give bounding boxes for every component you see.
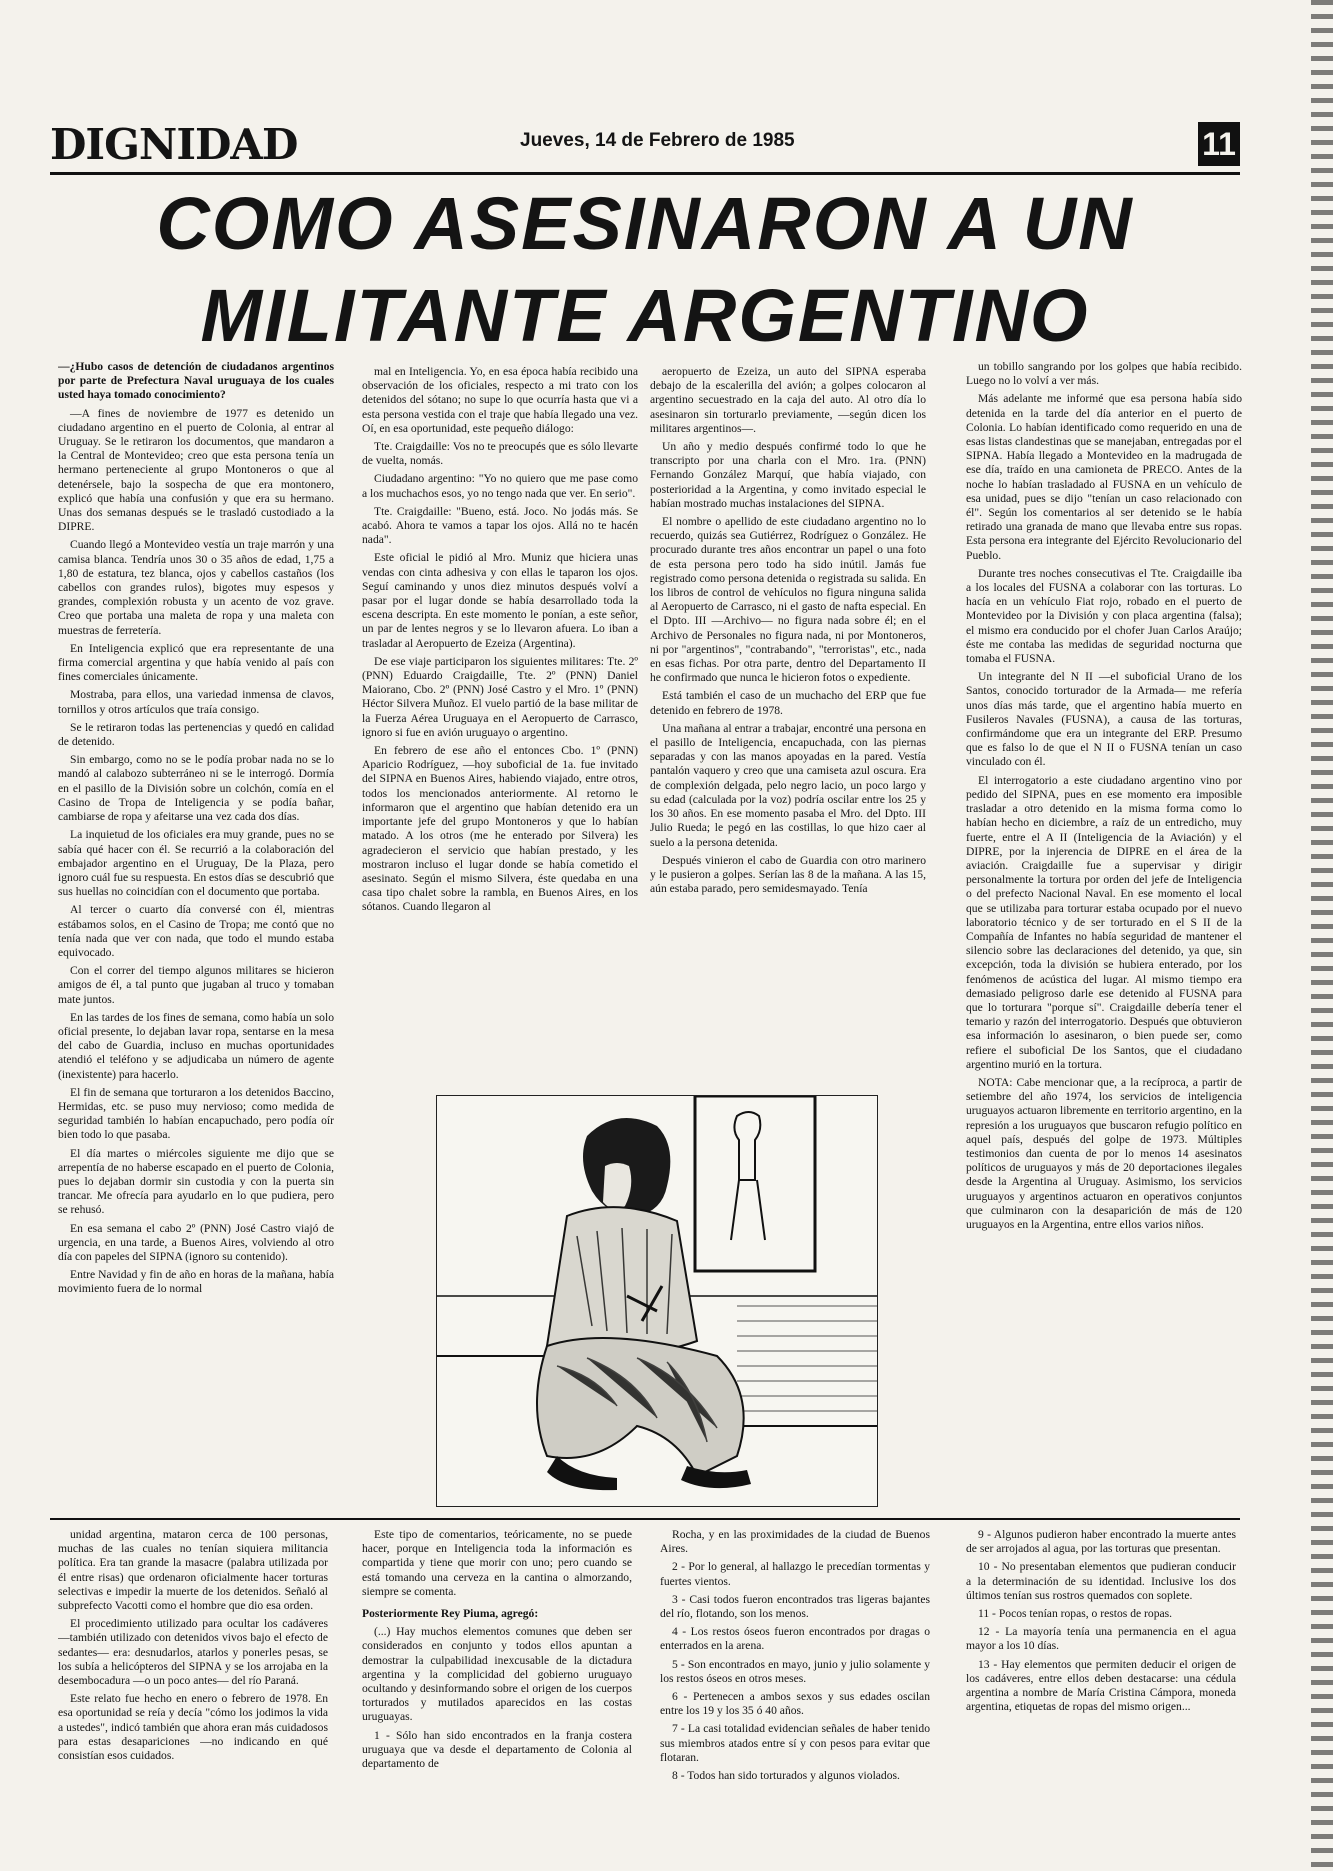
headline-line-1: COMO ASESINARON A UN (156, 182, 1134, 265)
article-column-3 (650, 365, 926, 1085)
paragraph: En Inteligencia explicó que era representante de una firma comercial argentina y que había venido al país con fines comerciales únicamente. (58, 641, 334, 684)
paragraph: Sin embargo, como no se le podía probar nada no se lo mandó al calabozo subterráneo ni se le interrogó. Dormía en el pasillo de la División sobre un colchón, comía en el Casino de Tropa de Inteligencia y se podía bañar, cambiarse de ropa y afeitarse una vez cada dos días. (58, 753, 334, 824)
paragraph: Cuando llegó a Montevideo vestía un traje marrón y una camisa blanca. Tendría unos 30 o 35 años de edad, 1,75 a 1,80 de estatura, tez blanca, ojos y cabellos castaños (los cabellos con grandes rulos), bigotes muy espesos y grandes, complexión robusta y un acento de voz grave. Creo que portaba una maleta de ropa y una maleta con muestras de ferretería. (58, 538, 334, 637)
paragraph: 4 - Los restos óseos fueron encontrados por dragas o enterrados en la arena. (660, 1625, 930, 1653)
article-column-2 (362, 365, 638, 1085)
paragraph: mal en Inteligencia. Yo, en esa época había recibido una observación de los oficiales, respecto a mi trato con los detenidos del sótano; no supe lo que ocurría hasta que vi a esta persona vestida con el traje que había llegado una vez. Oí, en esa oportunidad, este pequeño diálogo: (362, 365, 638, 435)
paragraph: 10 - No presentaban elementos que pudieran conducir a la determinación de su identidad. Inclusive los dos últimos tenían sus rostros quemados con soplete. (966, 1560, 1236, 1602)
illustration-bound-prisoner (436, 1095, 878, 1507)
article-column-1 (58, 360, 334, 1520)
paragraph: Una mañana al entrar a trabajar, encontré una persona en el pasillo de Inteligencia, encapuchada, con las piernas separadas y con las manos apoyadas en la pared. Vestía pantalón vaquero y creo que una camiseta azul oscura. Era de complexión delgada, pelo negro lacio, un poco largo y su edad (calculada por la voz) podría oscilar entre los 25 y los 30 años. En ese momento pasaba el Mro. del Dpto. III Julio Rueda; le pegó en las costillas, lo que hizo caer al suelo a la persona detenida. (650, 721, 926, 849)
paragraph: El interrogatorio a este ciudadano argentino vino por pedido del SIPNA, pues en ese momento era imposible trasladar a otro detenido en la misma forma como lo habían hecho en diciembre, a raíz de un entredicho, muy fuerte, entre el A II (Inteligencia de la Aviación) y el DIPRE, por la injerencia de DIPRE en el área de la aviación. Craigdaille fue a supervisar y dirigir personalmente la tortura por orden del jefe de Inteligencia o del prefecto Nacional Naval. En ese momento el local que se utilizaba para torturar estaba ocupado por el nuevo laboratorio técnico y de ser torturado en el S II de la Compañía de Infantes no había seguridad de mantener el silencio sobre las declaraciones del detenido, ya que, sin excepción, toda la división se hubiera enterado, por los fenómenos de acústica del lugar. Al mismo tiempo era demasiado peligroso darle ese detenido al FUSNA para que lo torturara "porque sí". Craigdaille debería tener el temario y razón del interrogatorio. Después que obtuvieron esa información lo asesinaron, o bien puede ser, como refiere el suboficial De los Santos, que el ciudadano argentino murió en la tortura. (966, 773, 1242, 1071)
paragraph: (...) Hay muchos elementos comunes que deben ser considerados en conjunto y todos ellos apuntan a demostrar la culpabilidad inexcusable de la dictadura argentina y la complicidad del gobierno uruguayo ocultando y desinformando sobre el origen de los cuerpos torturados y mutilados aparecidos en las costas uruguayas. (362, 1625, 632, 1724)
paragraph: unidad argentina, mataron cerca de 100 personas, muchas de las cuales no tenían siquiera militancia política. Era tan grande la masacre (palabra utilizada por él entre risas) que ordenaron oficialmente hacer torturas selectivas e impedir la muerte de los detenidos. Señaló al subprefecto Vacotti como el hombre que dio esa orden. (58, 1528, 328, 1613)
article-headline (90, 178, 1200, 362)
paragraph: En esa semana el cabo 2º (PNN) José Castro viajó de urgencia, en una tarde, a Buenos Aires, volviendo al otro día con papeles del SIPNA (ignoro su contenido). (58, 1221, 334, 1263)
paragraph: —A fines de noviembre de 1977 es detenido un ciudadano argentino en el puerto de Colonia, al entrar al Uruguay. Se le retiraron los documentos, que mandaron a la Central de Montevideo; creo que esta persona tenía un hermano perteneciente al grupo Montoneros o que al detenérsele, bajo la sospecha de que era montonero, explicó que había una confusión y que era su hermano. Unas dos semanas después se le trasladó custodiado a la DIPRE. (58, 406, 334, 534)
paragraph: 3 - Casi todos fueron encontrados tras ligeras bajantes del río, flotando, son los menos. (660, 1592, 930, 1621)
paragraph: Rocha, y en las proximidades de la ciudad de Buenos Aires. (660, 1528, 930, 1556)
article-column-4 (966, 360, 1242, 1520)
bottom-column-3 (660, 1528, 930, 1848)
paragraph: un tobillo sangrando por los golpes que había recibido. Luego no lo volví a ver más. (966, 360, 1242, 388)
headline-line-2: MILITANTE ARGENTINO (200, 274, 1090, 357)
paragraph: Tte. Craigdaille: "Bueno, está. Joco. No jodás más. Se acabó. Ahora te vamos a tapar los ojos. Allá no te hacén nada". (362, 504, 638, 547)
paragraph: Tte. Craigdaille: Vos no te preocupés que es sólo llevarte de vuelta, nomás. (362, 440, 638, 468)
paragraph: 11 - Pocos tenían ropas, o restos de ropas. (978, 1607, 1173, 1621)
paragraph: Más adelante me informé que esa persona había sido detenida en la tarde del día anterior en el puerto de Colonia. Lo habían identificado como requerido en una de esas listas clandestinas que se manejaban, entregadas por el SIPNA. Había llegado a Montevideo en la madrugada de ese día, traído en una camioneta de PRECO. Antes de la noche lo habían trasladado al FUSNA en un vehículo de esa unidad, pues se dijo "tenían un caso relacionado con él". Según los comentarios al ser detenido se le había retirado una granada de mano que llevaba entre sus ropas. Esta persona era integrante del Ejército Revolucionario del Pueblo. (966, 392, 1242, 562)
paragraph: aeropuerto de Ezeiza, un auto del SIPNA esperaba debajo de la escalerilla del avión; a golpes colocaron al argentino secuestrado en la caja del auto. Al otro día lo asesinaron sin torturarlo previamente, —según dicen los militares argentinos—. (650, 365, 926, 435)
paragraph: 2 - Por lo general, al hallazgo le precedían tormentas y fuertes vientos. (660, 1560, 930, 1588)
paragraph: 9 - Algunos pudieron haber encontrado la muerte antes de ser arrojados al agua, por las torturas que presentan. (966, 1528, 1236, 1556)
paragraph: La inquietud de los oficiales era muy grande, pues no se sabía qué hacer con él. Se recurrió a la colaboración del embajador argentino en el Uruguay, De la Plaza, pero ignoro cuál fue su respuesta. En estos días se descubrió que sus huellas no coincidían con el documento que portaba. (58, 828, 334, 899)
bottom-section-rule (50, 1518, 1240, 1520)
paragraph: En febrero de ese año el entonces Cbo. 1º (PNN) Aparicio Rodríguez, —hoy suboficial de 1a. fue invitado del SIPNA en Buenos Aires, habiendo viajado, entre otros, todos los mencionados anteriormente. Al retorno le informaron que el argentino que habían detenido era un importante jefe del grupo Montoneros y que lo habían matado. A los otros (me he enterado por Silvera) les agradecieron el servicio que habían prestado, y les mostraron incluso el lugar donde se había cometido el asesinato. Según el mismo Silvera, éste quedaba en una casa tipo chalet sobre la rambla, en Buenos Aires, en los sótanos. Cuando llegaron al (362, 744, 638, 914)
paragraph: 7 - La casi totalidad evidencian señales de haber tenido sus miembros atados entre sí y con pesos para evitar que flotaran. (660, 1722, 930, 1764)
paragraph: El procedimiento utilizado para ocultar los cadáveres —también utilizado con detenidos vivos bajo el efecto de sedantes— era: desnudarlos, atarlos y ponerles pesas, se los subía a helicópteros del SIPNA y se los arrojaba en la desembocadura —o un poco antes— del río Paraná. (58, 1617, 328, 1688)
paragraph: —¿Hubo casos de detención de ciudadanos argentinos por parte de Prefectura Naval uruguaya de los cuales usted haya tomado conocimiento? (58, 360, 334, 402)
paragraph: 1 - Sólo han sido encontrados en la franja costera uruguaya que va desde el departamento de Colonia al departamento de (362, 1728, 632, 1771)
paragraph: 5 - Son encontrados en mayo, junio y julio solamente y los restos óseos en otros meses. (660, 1657, 930, 1685)
paragraph: Entre Navidad y fin de año en horas de la mañana, había movimiento fuera de lo normal (58, 1268, 334, 1296)
paragraph: Está también el caso de un muchacho del ERP que fue detenido en febrero de 1978. (650, 689, 926, 717)
paragraph: Posteriormente Rey Piuma, agregó: (362, 1607, 539, 1621)
paragraph: Durante tres noches consecutivas el Tte. Craigdaille iba a los locales del FUSNA a colaborar con las torturas. Lo hacía en un vehículo Fiat rojo, robado en el puerto de Montevideo por la División y con placa argentina (falsa); el mismo era conducido por el chofer Juan Carlos Araújo; éste me contaba las medidas de seguridad nocturna que tomaba el FUSNA. (966, 566, 1242, 666)
paragraph: 8 - Todos han sido torturados y algunos violados. (672, 1769, 900, 1783)
paragraph: El nombre o apellido de este ciudadano argentino no lo recuerdo, quizás sea Gutiérrez, Rodríguez o González. He procurado durante tres años encontrar un papel o una foto de esta persona pero todo ha sido inútil. Jamás fue registrado como persona detenida o registrada su salida. En los libros de control de vehículos no figura ninguna salida al Aeropuerto de Carrasco, ni el gasto de nafta especial. En el Dpto. III —Archivo— no figura nada sobre él; en el Archivo de Personales no figura nada, ni por Montoneros, ni por "argentinos", "contrabando", "terroristas", etc., nada en esas fichas. Por otra parte, dentro del Departamento II he confirmado que nunca le hicieron fotos o expediente. (650, 515, 926, 685)
bottom-column-4 (966, 1528, 1236, 1848)
paragraph: Este relato fue hecho en enero o febrero de 1978. En esa oportunidad se reía y decía "cómo los jodimos la vida a ustedes", indicó también que ahora eran más cuidadosos para estas desapariciones —no indicando en qué consistían esos cuidados. (58, 1692, 328, 1763)
bottom-column-1 (58, 1528, 328, 1848)
paragraph: 12 - La mayoría tenía una permanencia en el agua mayor a los 10 días. (966, 1625, 1236, 1653)
page-edge-binding (1311, 0, 1333, 1871)
paragraph: Se le retiraron todas las pertenencias y quedó en calidad de detenido. (58, 720, 334, 749)
paragraph: Este oficial le pidió al Mro. Muniz que hiciera unas vendas con cinta adhesiva y con ellas le taparon los ojos. Seguí caminando y unos diez minutos después volví a pasar por el lugar donde se había desarrollado toda la escena descripta. En este momento le ponían, a este señor, un par de lentes negros y se lo llevaron afuera. Lo iban a trasladar al Aeropuerto de Ezeiza (Argentina). (362, 551, 638, 650)
page-number: 11 (1198, 122, 1240, 166)
paragraph: Un año y medio después confirmé todo lo que he transcripto por una charla con el Mro. 1ra. (PNN) Fernando González Marquí, que había viajado, con posterioridad a la Argentina, y como invitado especial le habían mostrado muchas instalaciones del SIPNA. (650, 440, 926, 510)
paragraph: NOTA: Cabe mencionar que, a la recíproca, a partir de setiembre del año 1974, los servicios de inteligencia uruguayos actuaron libremente en territorio argentino, en la represión a los uruguayos que buscaron refugio político en aquel país, después del golpe de 1973. Múltiples testimonios dan cuenta de por lo menos 14 asesinatos políticos de uruguayos y más de 20 deportaciones ilegales desde la Argentina al Uruguay. Asimismo, los servicios uruguayos y argentinos actuaron en operativos conjuntos que culminaron con la desaparición de más de 120 uruguayos en la Argentina, entre ellos varios niños. (966, 1075, 1242, 1231)
paragraph: Ciudadano argentino: "Yo no quiero que me pase como a los muchachos esos, yo no tengo nada que ver. En serio". (362, 472, 638, 500)
newspaper-brand: DIGNIDAD (50, 120, 298, 169)
paragraph: El fin de semana que torturaron a los detenidos Baccino, Hermidas, etc. se puso muy nervioso; como medida de seguridad también lo habían encapuchado, pero podía oír bien todo lo que pasaba. (58, 1085, 334, 1142)
paragraph: Mostraba, para ellos, una variedad inmensa de clavos, tornillos y otros artículos que traía consigo. (58, 688, 334, 716)
paragraph: En las tardes de los fines de semana, como había un solo oficial presente, lo dejaban lavar ropa, sentarse en la mesa del cabo de Guardia, incluso en muchas oportunidades atendió el teléfono y se adjudicaba un número de agente (inexistente) para hacerlo. (58, 1010, 334, 1081)
paragraph: 6 - Pertenecen a ambos sexos y sus edades oscilan entre los 19 y los 35 ó 40 años. (660, 1690, 930, 1718)
bottom-column-2 (362, 1528, 632, 1848)
paragraph: Al tercer o cuarto día conversé con él, mientras estábamos solos, en el Casino de Tropa; me contó que no tenía nada que ver con nada, que todo el mundo estaba equivocado. (58, 903, 334, 959)
paragraph: El día martes o miércoles siguiente me dijo que se arrepentía de no haberse escapado en el puerto de Colonia, pues lo dejaban dormir sin custodia y con la puerta sin trancar. Me ofrecía para ayudarlo en lo que pudiera, pero se rehusó. (58, 1146, 334, 1217)
prisoner-drawing (437, 1096, 877, 1506)
paragraph: 13 - Hay elementos que permiten deducir el origen de los cadáveres, entre ellos deben destacarse: una cédula argentina a nombre de María Cristina Cámpora, moneda argentina, etiquetas de ropas del mismo origen... (966, 1657, 1236, 1714)
masthead (50, 116, 1240, 175)
paragraph: Con el correr del tiempo algunos militares se hicieron amigos de él, a tal punto que jugaban al truco y tomaban mate juntos. (58, 964, 334, 1006)
paragraph: Después vinieron el cabo de Guardia con otro marinero y le pusieron a golpes. Serían las 8 de la mañana. A las 15, aún estaba parado, pero semidesmayado. Tenía (650, 853, 926, 896)
issue-date: Jueves, 14 de Febrero de 1985 (520, 130, 795, 151)
paragraph: Este tipo de comentarios, teóricamente, no se puede hacer, porque en Inteligencia toda la información es compartida y tiene que morir con uno; pero cuando se está tomando una cerveza en la cantina o almorzando, siempre se comenta. (362, 1528, 632, 1598)
paragraph: De ese viaje participaron los siguientes militares: Tte. 2º (PNN) Eduardo Craigdaille, Tte. 2º (PNN) Daniel Maiorano, Cbo. 2º (PNN) José Castro y el Mro. 1º (PNN) Héctor Silvera Muñoz. El vuelo partió de la base militar de la Fuerza Aérea Uruguaya en el Aeropuerto de Carrasco, ignoro si fue en avión uruguayo o argentino. (362, 654, 638, 739)
paragraph: Un integrante del N II —el suboficial Urano de los Santos, conocido torturador de la Armada— me refería unos días más tarde, que el argentino había muerto en Fusileros Navales (FUSNA), a causa de las torturas, confirmándome que era un integrante del ERP. Presumo que es falso lo de que el N II o FUSNA tenían un caso vinculado con él. (966, 670, 1242, 769)
